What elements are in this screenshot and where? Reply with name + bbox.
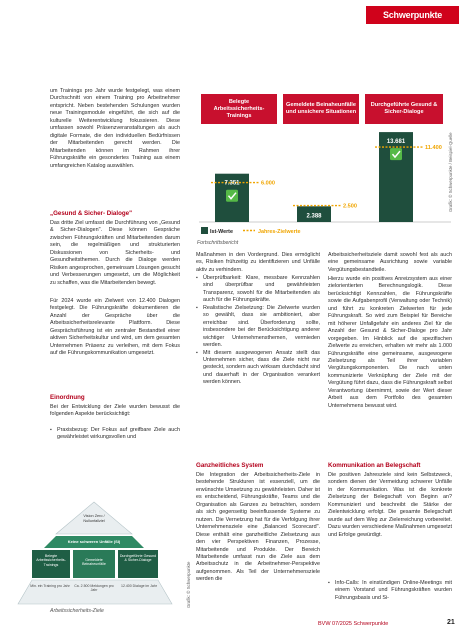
chart-credit: Grafik: © Schwerpunkte / Beispiel-Quelle (448, 132, 453, 212)
col1-paragraph-2: Das dritte Ziel umfasst die Durchführung von „Gesund & Sicher-Dialogen". Diese können Gespräche zwischen Führungskräften und Mitarbeitenden darum sein, die regelmäßigen und strukturierten Diskussionen von Sicherheits- und Gesundheitsthemen. Durch die Dialoge werden Risiken angesprochen, gemeinsam Lösungen gesucht und Verbesserungen umgesetzt, um die Möglichkeit zu schaffen, was die Mitarbeitenden bewegt. (50, 220, 180, 286)
value-label-0: 7.351 (224, 180, 240, 187)
value-label-2: 13.681 (386, 139, 406, 146)
list-item: ▪ Mit diesem ausgewogenen Ansatz stellt das Unternehmen sicher, dass die Ziele nicht nur gesteckt, sondern auch wirksam durchdacht sind und dauerhaft in der Organisation verankert werden können. (196, 350, 320, 387)
pyramid-block-3-label: Durchgeführte Gesund & Sicher-Dialoge (119, 554, 157, 563)
chart-header-beinaheunfaelle: Gemeldete Beinaheunfälle und unsichere Situationen (283, 94, 359, 124)
col3-paragraph-2: Hierzu wurde ein positives Anreizsystem aus einer zielorientierten Berechnungslogik. Diese berücksichtigt Kennzahlen, die Führungskräfte sowie die Aufgabenprofil (Verwaltung oder Technik) und führt zu konkreten Zielwerten für jede Führungskraft. So wird zum Beispiel für Bereiche mit höherer Unfallgefahr ein anderes Ziel für die Anzahl der Gesund & Sicher-Dialoge pro Jahr vorgegeben. Im Hinblick auf die spezifischen Zielwerte zu erreichen, erhalten wir mehr als 1.000 Führungskräfte eine gemeinsame, ausgewogene Zielsetzung als Teil ihrer variablen Vergütungskomponenten. Die nach unten kommunizierte Verknüpfung der Ziele mit der Vergütung führt dazu, dass die Führungskraft selbst Verantwortung übernimmt, sowie der Wert dieser Arbeit aus dem Portfolio des gesamten Unternehmens bewusst wird. (328, 276, 452, 409)
pyramid-top-label: Vision Zero / Nullunfallziel (83, 514, 105, 523)
pyramid-block-1-label: Belegte Arbeitssicherheits-Trainings (36, 554, 66, 567)
col3-bullet-list (328, 580, 452, 602)
col1-paragraph-1: um Trainings pro Jahr wurde festgelegt, was einem Durchschnitt von einem Training pro Arbeitnehmer entspricht. Neben bestehenden Schulungen wurden neue Trainingsmodule eingeführt, die sich auf die kulturelle Weiterentwicklung fokussieren. Diese umfassen sowohl Präsenzveranstaltungen als auch digitale Formate, die den individuellen Bedürfnissen der Mitarbeitenden gerecht werden. Die Mitarbeitenden können im Rahmen ihrer Führungskräfte ein gesondertes Training aus einem umfangreichen Katalog auswählen. (50, 88, 180, 169)
list-item: ▪ Praxisbezug: Der Fokus auf greifbare Ziele auch gewährleistet wirkungsvollen und (50, 427, 180, 442)
pyramid-target-1: Min. ein Training pro Jahr (30, 584, 70, 588)
pyramid-credit: Grafik: © Schwerpunkte (186, 561, 191, 608)
legend-label-ziel: Jahres-Zielwerte (258, 229, 301, 235)
pyramid-target-3: 12.400 Dialoge im Jahr (121, 584, 157, 588)
list-item: ▪ Überprüfbarkeit: Klare, messbare Kennzahlen sind überprüfbar und gewährleisten Transparenz, sowohl für die Mitarbeitenden als auch für die Führungskräfte. (196, 275, 320, 305)
col1-subheading-dialoge: „Gesund & Sicher- Dialoge" (50, 210, 133, 217)
list-item: ▪ Realistische Zielsetzung: Die Zielwerte wurden so gewählt, dass sie ambitioniert, aber erreichbar sind. Überforderung sollte, insbesondere bei der Berücksichtigung anderer wichtiger Unternehmensthemen, vermieden werden. (196, 305, 320, 350)
pyramid-target-2: Ca. 2.500 Meldungen pro Jahr (74, 584, 114, 593)
bar-ist-2 (379, 132, 413, 222)
footer-text: BVW 07/2025 Schwerpunkte (318, 621, 389, 627)
col2-paragraph-2: Die Integration der Arbeitssicherheits-Ziele in bestehende Strukturen ist essenziell, um die erwünschte Umsetzung zu gewährleisten. Daher ist es entscheidend, Führungskräfte, Teams und die Organisation als Ganzes zu betrachten, sondern als sich gegenseitig beeinflussende Systeme zu nutzen. Die Vernetzung hat für die Verfolgung ihrer Unternehmensziele eine „Balanced Scorecard". Diese enthält eine ganzheitliche Zielsetzung aus den vier Perspektiven Finanzen, Prozesse, Mitarbeitende und Produkte. Der Bereich Mitarbeitende umfasst nun die Ziele aus dem Arbeitsschutz in die Arbeitnehmer-Perspektive aufgenommen. Als Teil der Unternehmensziele werden die (196, 472, 320, 583)
chart-header-trainings: Belegte Arbeitssicherheits-Trainings (201, 94, 277, 124)
check-icon (226, 190, 238, 202)
col3-subheading-kommunikation: Kommunikation an Belegschaft (328, 462, 421, 469)
check-icon (390, 148, 402, 160)
chart-panel (195, 90, 457, 240)
target-label-0: 6.000 (261, 180, 275, 187)
col1-subheading-einordnung: Einordnung (50, 394, 85, 401)
legend-swatch-ist (201, 227, 208, 234)
pyramid-block-2-label: Gemeldete Beinaheunfälle (82, 558, 106, 567)
chart-header-dialoge: Durchgeführte Gesund & Sicher-Dialoge (365, 94, 443, 124)
col2-paragraph-1: Maßnahmen in den Vordergrund. Dies ermöglicht es, Risiken frühzeitig zu identifizieren und Unfälle aktiv zu verhindern. (196, 252, 320, 273)
bar-chart (195, 90, 457, 240)
col1-paragraph-4: Bei der Entwicklung der Ziele wurden bewusst die folgenden Aspekte berücksichtigt: (50, 404, 180, 418)
pyramid-caption: Arbeitssicherheits-Ziele (50, 608, 104, 614)
col2-subheading-system: Ganzheitliches System (196, 462, 264, 469)
page-number: 21 (447, 619, 455, 626)
col3-paragraph-3: Die positiven Jahresziele sind kein Selbstzweck, sondern dienen der Vermeidung schwerer Unfälle in der Kommunikation. Was ist die konkrete Zielsetzung der Belegschaft von Beginn an? Kommuniziert und beschreibt die Stärke der Zielentwicklung erfolgt. Die gesamte Belegschaft wurde auf dem Weg zur Zielerreichung vorbereitet. Dazu wurden verschiedene Maßnahmen umgesetzt und Erfolge gewürdigt. (328, 472, 452, 538)
pyramid-mid-label: Keine schweren Unfälle (SI) (67, 539, 121, 544)
value-label-1: 2.388 (306, 213, 322, 220)
col2-bullet-list (196, 275, 320, 387)
col3-paragraph-1: Arbeitssicherheitsziele damit sowohl fest als auch eine gemeinsame Ausrichtung sowie variable Vergütungsbestandteile. (328, 252, 452, 273)
legend-label-ist: Ist-Werte (210, 229, 233, 235)
col1-paragraph-3: Für 2024 wurde ein Zielwert von 12.400 Dialogen festgelegt. Die Führungskräfte dokumentieren die Anzahl der Gespräche über die Arbeitssicherheitsrelevante Plattform. Diese Gesprächsführung ist ein zentraler Bestandteil einer aktiven Sicherheitskultur und wird, um dem gesamten Unternehmen Präsenz zu verleihen, mit dem Fokus auf die Führungskommunikation umgesetzt. (50, 298, 180, 357)
chart-caption: Fortschrittsbericht (197, 240, 239, 246)
target-label-2: 11.400 (425, 145, 442, 152)
pyramid-graphic (4, 498, 184, 608)
section-badge: Schwerpunkte (366, 6, 459, 24)
col1-bullet-list (50, 427, 180, 442)
target-label-1: 2.500 (343, 203, 357, 210)
list-item: ▪ Info-Calls: In einstündigen Online-Meetings mit einem Vorstand und Führungskräften wurden Führungsbasis und Si- (328, 580, 452, 602)
